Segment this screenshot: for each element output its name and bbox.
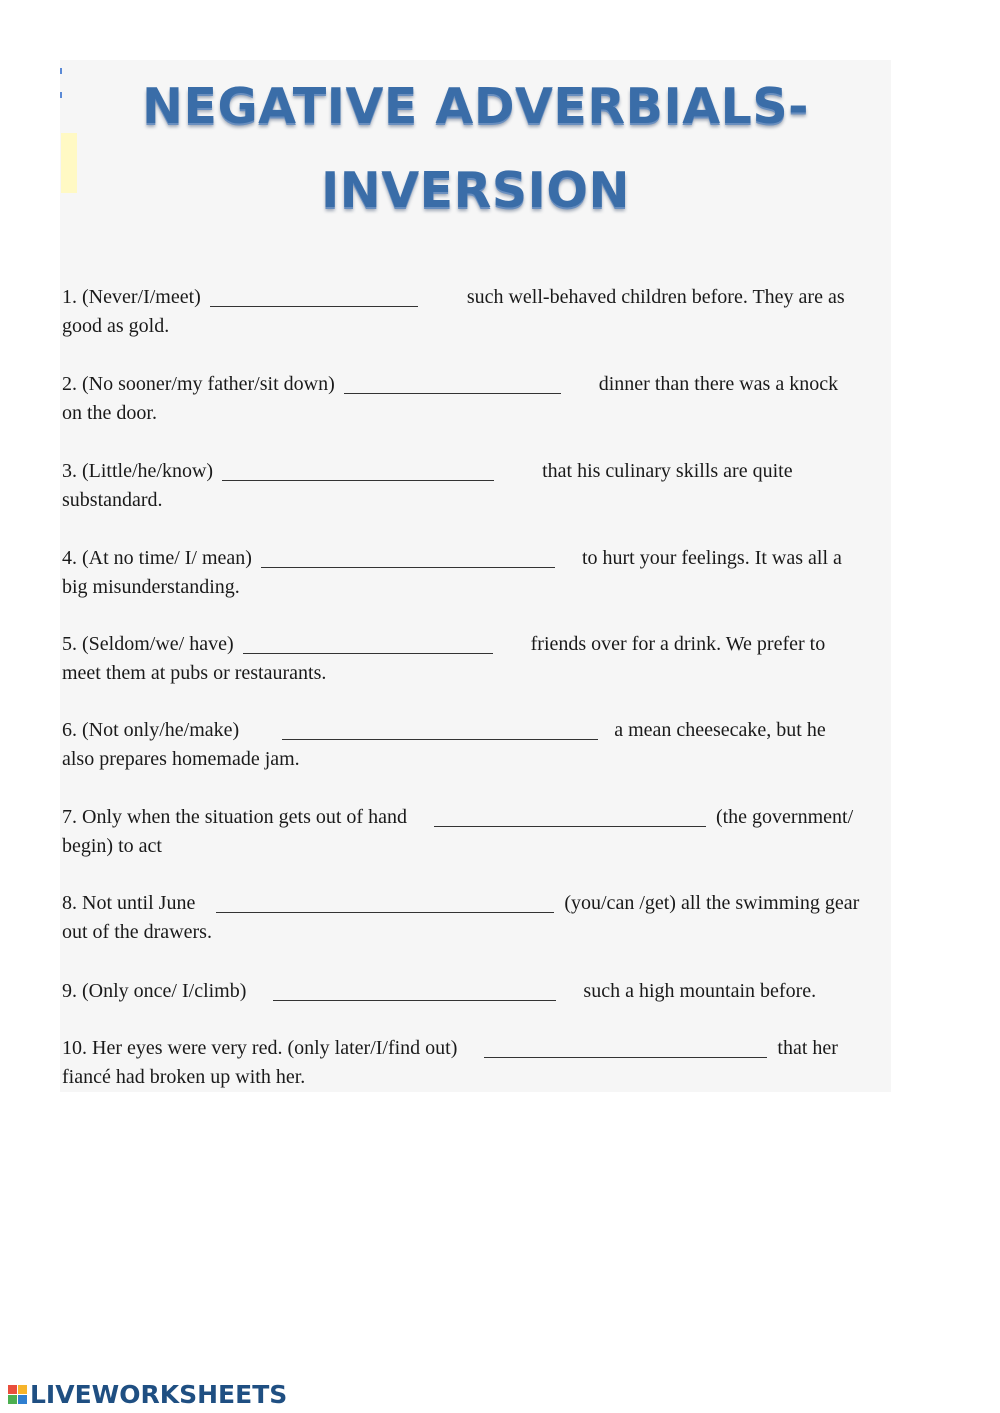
question-3 xyxy=(62,457,892,515)
title-line-2: INVERSION xyxy=(320,162,631,219)
answer-blank[interactable] xyxy=(261,547,555,568)
question-6 xyxy=(62,716,892,774)
question-prompt: 2. (No sooner/my father/sit down) xyxy=(62,373,335,395)
question-4 xyxy=(62,544,892,602)
question-continuation: a mean cheesecake, but he xyxy=(614,719,826,741)
question-continuation: such well-behaved children before. They are as xyxy=(466,286,845,308)
logo-blocks-icon xyxy=(8,1385,27,1404)
answer-blank[interactable] xyxy=(484,1037,767,1058)
question-continuation: (you/can /get) all the swimming gear xyxy=(564,892,860,914)
question-2 xyxy=(62,370,892,428)
question-continuation: (the government/ xyxy=(715,806,854,828)
question-5 xyxy=(62,630,892,688)
question-second-line: fiancé had broken up with her. xyxy=(62,1066,306,1088)
answer-blank[interactable] xyxy=(243,633,493,654)
question-prompt: 9. (Only once/ I/climb) xyxy=(62,980,247,1002)
question-second-line: on the door. xyxy=(62,402,157,424)
question-second-line: good as gold. xyxy=(62,315,170,337)
answer-blank[interactable] xyxy=(210,286,418,307)
answer-blank[interactable] xyxy=(282,719,598,740)
question-prompt: 10. Her eyes were very red. (only later/I/find out) xyxy=(62,1037,458,1059)
question-prompt: 6. (Not only/he/make) xyxy=(62,719,240,741)
question-continuation: dinner than there was a knock xyxy=(598,373,839,395)
liveworksheets-logo[interactable] xyxy=(8,1380,287,1409)
question-second-line: substandard. xyxy=(62,489,163,511)
question-prompt: 5. (Seldom/we/ have) xyxy=(62,633,234,655)
question-prompt: 4. (At no time/ I/ mean) xyxy=(62,547,252,569)
question-prompt: 8. Not until June xyxy=(62,892,196,914)
question-7 xyxy=(62,803,892,861)
question-second-line: also prepares homemade jam. xyxy=(62,748,300,770)
question-second-line: meet them at pubs or restaurants. xyxy=(62,662,327,684)
question-prompt: 3. (Little/he/know) xyxy=(62,460,214,482)
question-continuation: to hurt your feelings. It was all a xyxy=(581,547,842,569)
question-continuation: friends over for a drink. We prefer to xyxy=(530,633,826,655)
question-9 xyxy=(62,977,892,1006)
question-second-line: begin) to act xyxy=(62,835,162,857)
question-prompt: 7. Only when the situation gets out of hand xyxy=(62,806,407,828)
brand-name: LIVEWORKSHEETS xyxy=(30,1380,288,1409)
question-8 xyxy=(62,889,892,947)
question-second-line: out of the drawers. xyxy=(62,921,212,943)
answer-blank[interactable] xyxy=(222,460,494,481)
answer-blank[interactable] xyxy=(434,806,706,827)
answer-blank[interactable] xyxy=(344,373,561,394)
question-1 xyxy=(62,283,892,341)
question-10 xyxy=(62,1034,892,1092)
question-second-line: big misunderstanding. xyxy=(62,576,240,598)
question-prompt: 1. (Never/I/meet) xyxy=(62,286,201,308)
answer-blank[interactable] xyxy=(273,980,556,1001)
question-continuation: that his culinary skills are quite xyxy=(542,460,793,482)
answer-blank[interactable] xyxy=(216,892,554,913)
question-continuation: that her xyxy=(777,1037,838,1059)
question-continuation: such a high mountain before. xyxy=(583,980,817,1002)
title-line-1: NEGATIVE ADVERBIALS- xyxy=(141,78,809,135)
